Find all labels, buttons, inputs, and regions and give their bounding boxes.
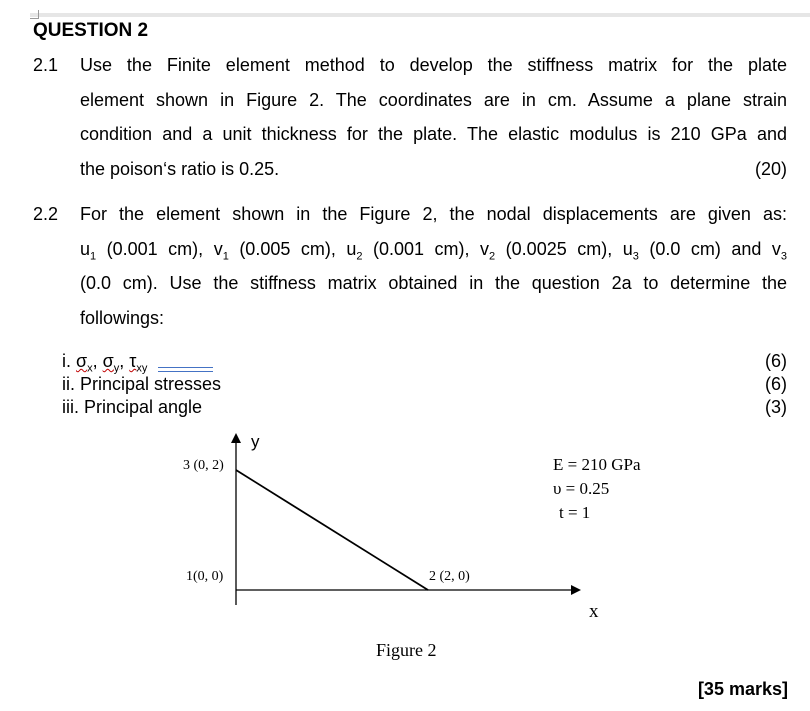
q22-item-ii: ii. Principal stresses [62, 374, 222, 394]
prop-thickness: t = 1 [559, 503, 591, 522]
prop-poisson-ratio: υ = 0.25 [553, 479, 610, 498]
x-axis-label: x [589, 601, 599, 622]
q21-line-3: condition and a unit thickness for the plate. The elastic modulus is 210 GPa and [80, 124, 787, 144]
y-axis-arrowhead [231, 433, 241, 443]
q22-item-ii-marks: (6) [765, 374, 787, 394]
q22-item-i-marks: (6) [765, 351, 787, 371]
q22-item-i: i. $\sigma_x$, $\sigma_y$, $\tau_{xy}$ [62, 351, 148, 375]
node-3-label: 3 (0, 2) [183, 458, 224, 473]
prop-elastic-modulus: E = 210 GPa [553, 455, 641, 474]
q22-item-iii: iii. Principal angle [62, 397, 203, 417]
x-axis-arrowhead [571, 585, 581, 595]
q22-line-3: (0.0 cm). Use the stiffness matrix obtained in the question 2a to determine the [80, 273, 787, 293]
q22-item-iii-marks: (3) [765, 397, 787, 417]
q21-number: 2.1 [33, 55, 59, 75]
q21-line-4: the poison‘s ratio is 0.25. [80, 159, 280, 179]
node-2-label: 2 (2, 0) [429, 569, 470, 584]
q22-line-1: For the element shown in the Figure 2, the nodal displacements are given as: [80, 204, 787, 224]
q22-number: 2.2 [33, 204, 59, 224]
question-title: QUESTION 2 [33, 20, 149, 41]
figure-caption: Figure 2 [376, 640, 437, 660]
q22-line-2: $u_1$ (0.001 cm), $v_1$ (0.005 cm), $u_2$ (0.001 cm), $v_2$ (0.0025 cm), $u_3$ (0.0 cm) and $v_3$ [80, 239, 788, 263]
total-marks: [35 marks] [697, 679, 788, 699]
q21-line-2: element shown in Figure 2. The coordinates are in cm. Assume a plane strain [80, 90, 787, 110]
q22-line-4: followings: [80, 308, 165, 328]
hypotenuse-edge [236, 470, 428, 590]
q21-marks: (20) [754, 159, 787, 179]
y-axis-label: y [251, 432, 260, 451]
node-1-label: 1(0, 0) [186, 569, 224, 584]
q21-line-1: Use the Finite element method to develop the stiffness matrix for the plate [80, 55, 787, 75]
